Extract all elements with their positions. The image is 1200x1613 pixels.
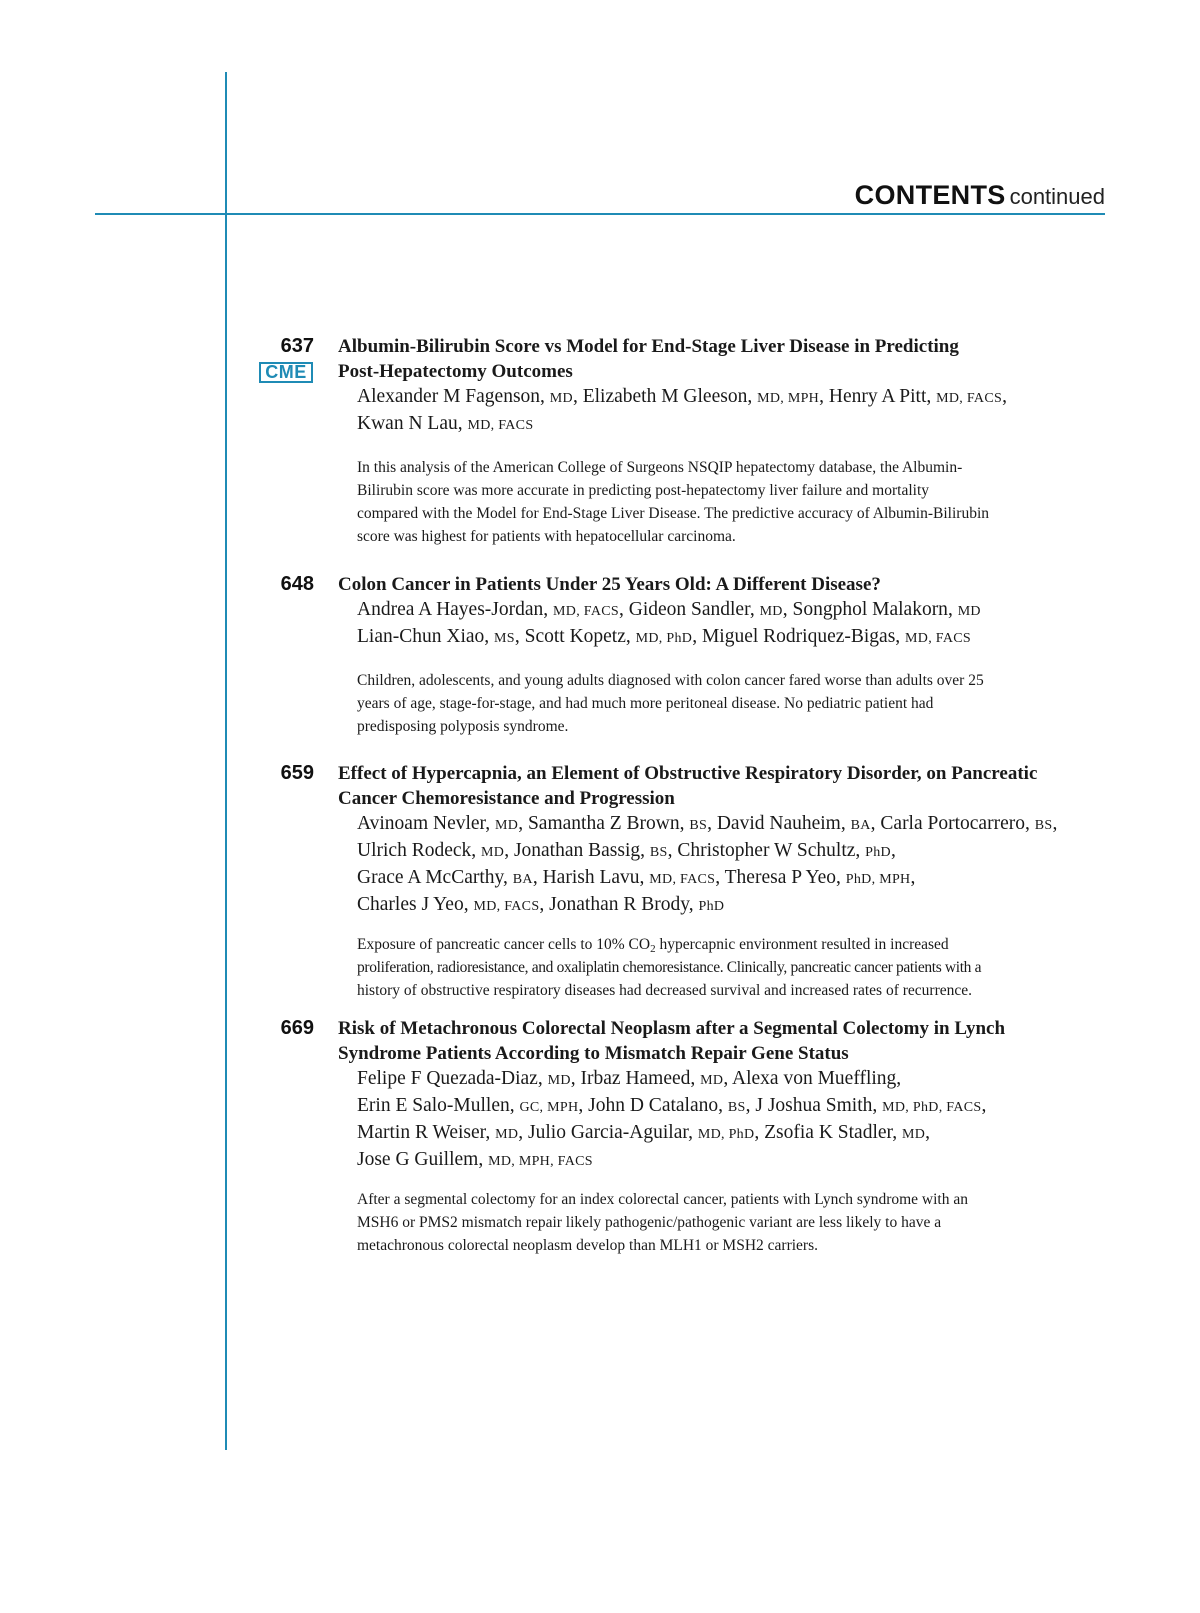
article-summary <box>357 669 1092 738</box>
page-number: 659 <box>280 762 314 784</box>
author-credentials: MD <box>481 845 505 860</box>
summary-line: Bilirubin score was more accurate in predicting post-hepatectomy liver failure and mortality <box>357 482 930 499</box>
author-credentials: MS <box>494 631 515 646</box>
author-line: Ulrich Rodeck, MD, Jonathan Bassig, BS, Christopher W Schultz, PhD, <box>357 840 896 861</box>
author-line: Alexander M Fagenson, MD, Elizabeth M Gleeson, MD, MPH, Henry A Pitt, MD, FACS, <box>357 386 1007 407</box>
author-credentials: BS <box>727 1100 746 1115</box>
author-credentials: MD <box>495 1127 519 1142</box>
summary-text: hypercapnic environment resulted in increased <box>655 936 949 953</box>
author-name: Julio Garcia-Aguilar <box>528 1122 689 1143</box>
author-credentials: PhD <box>865 845 891 860</box>
author-list <box>357 811 1117 919</box>
author-line: Erin E Salo-Mullen, GC, MPH, John D Catalano, BS, J Joshua Smith, MD, PhD, FACS, <box>357 1095 987 1116</box>
author-credentials: PhD, MPH <box>845 872 911 887</box>
summary-line: After a segmental colectomy for an index colorectal cancer, patients with Lynch syndrome with an <box>357 1191 968 1208</box>
author-name: Theresa P Yeo <box>724 867 837 888</box>
article-summary <box>357 933 1092 1002</box>
author-name: Samantha Z Brown <box>527 813 680 834</box>
article-title[interactable] <box>338 334 1118 384</box>
author-credentials: MD, FACS <box>936 391 1003 406</box>
author-credentials: MD <box>902 1127 926 1142</box>
author-name: Christopher W Schultz <box>677 840 856 861</box>
header-continued: continued <box>1009 184 1105 209</box>
summary-line: compared with the Model for End-Stage Liver Disease. The predictive accuracy of Albumin-Bilirubin <box>357 505 990 522</box>
author-name: Kwan N Lau <box>357 413 458 434</box>
author-list <box>357 597 1117 651</box>
article-summary <box>357 456 1092 548</box>
title-line: Risk of Metachronous Colorectal Neoplasm after a Segmental Colectomy in Lynch <box>338 1018 1006 1039</box>
author-credentials: MD <box>547 1073 571 1088</box>
author-credentials: MD, PhD, FACS <box>882 1100 982 1115</box>
summary-line: In this analysis of the American College of Surgeons NSQIP hepatectomy database, the Albumin- <box>357 459 963 476</box>
author-credentials: MD, MPH, FACS <box>488 1154 593 1169</box>
author-name: Charles J Yeo <box>357 894 464 915</box>
page-number: 648 <box>280 573 314 595</box>
author-credentials: MD, PhD <box>697 1127 755 1142</box>
author-credentials: GC, MPH <box>519 1100 579 1115</box>
author-name: Jonathan R Brody <box>549 894 689 915</box>
author-credentials: MD <box>759 604 783 619</box>
author-trail: , <box>896 1068 902 1089</box>
page-header <box>855 180 1105 211</box>
author-name: Jose G Guillem <box>357 1149 479 1170</box>
title-line: Albumin-Bilirubin Score vs Model for End-Stage Liver Disease in Predicting <box>338 336 959 357</box>
author-name: Elizabeth M Gleeson <box>582 386 748 407</box>
author-name: Miguel Rodriquez-Bigas <box>701 626 896 647</box>
author-trail: , <box>981 1095 987 1116</box>
author-line: Lian-Chun Xiao, MS, Scott Kopetz, MD, PhD, Miguel Rodriquez-Bigas, MD, FACS <box>357 626 971 647</box>
summary-line: Children, adolescents, and young adults diagnosed with colon cancer fared worse than adults over 25 <box>357 672 984 689</box>
author-credentials: MD <box>549 391 573 406</box>
title-line: Post-Hepatectomy Outcomes <box>338 361 573 382</box>
author-credentials: MD <box>957 604 981 619</box>
author-trail: , <box>890 840 896 861</box>
author-name: Gideon Sandler <box>628 599 750 620</box>
summary-line: years of age, stage-for-stage, and had much more peritoneal disease. No pediatric patient had <box>357 695 934 712</box>
author-credentials: BA <box>512 872 533 887</box>
author-credentials: BS <box>649 845 668 860</box>
author-name: Andrea A Hayes-Jordan <box>357 599 544 620</box>
author-credentials: MD, FACS <box>467 418 534 433</box>
summary-line: MSH6 or PMS2 mismatch repair likely pathogenic/pathogenic variant are less likely to have a <box>357 1214 942 1231</box>
summary-line: score was highest for patients with hepatocellular carcinoma. <box>357 528 736 545</box>
author-trail: , <box>1052 813 1058 834</box>
title-line: Effect of Hypercapnia, an Element of Obstructive Respiratory Disorder, on Pancreatic <box>338 763 1038 784</box>
summary-line <box>357 933 1092 956</box>
author-credentials: MD, MPH <box>757 391 820 406</box>
article-title[interactable] <box>338 572 1118 597</box>
title-line: Colon Cancer in Patients Under 25 Years Old: A Different Disease? <box>338 574 881 595</box>
author-credentials: BA <box>850 818 871 833</box>
author-line: Charles J Yeo, MD, FACS, Jonathan R Brody, PhD <box>357 894 725 915</box>
summary-line: predisposing polyposis syndrome. <box>357 718 569 735</box>
author-line: Grace A McCarthy, BA, Harish Lavu, MD, FACS, Theresa P Yeo, PhD, MPH, <box>357 867 916 888</box>
author-name: Felipe F Quezada-Diaz <box>357 1068 538 1089</box>
vertical-rule <box>225 72 227 1450</box>
author-line: Kwan N Lau, MD, FACS <box>357 413 534 434</box>
author-name: J Joshua Smith <box>755 1095 873 1116</box>
author-name: Jonathan Bassig <box>513 840 641 861</box>
article-summary <box>357 1188 1092 1257</box>
author-name: Avinoam Nevler <box>357 813 486 834</box>
title-line: Cancer Chemoresistance and Progression <box>338 788 675 809</box>
author-line: Felipe F Quezada-Diaz, MD, Irbaz Hameed, MD, Alexa von Mueffling, <box>357 1068 902 1089</box>
summary-line: metachronous colorectal neoplasm develop than MLH1 or MSH2 carriers. <box>357 1237 818 1254</box>
author-credentials: MD, FACS <box>649 872 716 887</box>
author-credentials: MD <box>495 818 519 833</box>
author-name: Songphol Malakorn <box>792 599 948 620</box>
author-credentials: PhD <box>698 899 725 914</box>
author-credentials: MD, FACS <box>553 604 619 619</box>
author-name: Ulrich Rodeck <box>357 840 472 861</box>
summary-line: proliferation, radioresistance, and oxaliplatin chemoresistance. Clinically, pancreatic cancer patients with a <box>357 959 982 976</box>
author-credentials: MD, FACS <box>905 631 971 646</box>
header-rule <box>95 213 1105 215</box>
author-name: Lian-Chun Xiao <box>357 626 485 647</box>
author-name: Henry A Pitt <box>828 386 927 407</box>
header-title: CONTENTS <box>854 180 1006 210</box>
author-name: John D Catalano <box>588 1095 719 1116</box>
subscript: 2 <box>650 943 656 955</box>
author-name: Scott Kopetz <box>524 626 626 647</box>
author-name: Alexa von Mueffling <box>732 1068 897 1089</box>
author-name: Harish Lavu <box>542 867 640 888</box>
author-line: Avinoam Nevler, MD, Samantha Z Brown, BS, David Nauheim, BA, Carla Portocarrero, BS, <box>357 813 1058 834</box>
author-name: Grace A McCarthy <box>357 867 504 888</box>
author-name: David Nauheim <box>716 813 841 834</box>
author-name: Zsofia K Stadler <box>764 1122 893 1143</box>
author-credentials: MD, FACS <box>473 899 540 914</box>
author-name: Irbaz Hameed <box>580 1068 691 1089</box>
author-trail: , <box>1002 386 1007 407</box>
author-list <box>357 384 1117 438</box>
page-number: 637 <box>280 335 314 357</box>
author-credentials: MD, PhD <box>635 631 693 646</box>
summary-line: history of obstructive respiratory diseases had decreased survival and increased rates of recurrence. <box>357 982 973 999</box>
article-title[interactable] <box>338 1016 1118 1066</box>
author-trail: , <box>925 1122 931 1143</box>
author-name: Martin R Weiser <box>357 1122 486 1143</box>
author-name: Carla Portocarrero <box>880 813 1025 834</box>
title-line: Syndrome Patients According to Mismatch Repair Gene Status <box>338 1043 849 1064</box>
page-number: 669 <box>280 1017 314 1039</box>
author-line: Andrea A Hayes-Jordan, MD, FACS, Gideon Sandler, MD, Songphol Malakorn, MD <box>357 599 981 620</box>
author-credentials: BS <box>689 818 708 833</box>
author-line: Jose G Guillem, MD, MPH, FACS <box>357 1149 593 1170</box>
author-credentials: MD <box>700 1073 724 1088</box>
article-title[interactable] <box>338 761 1118 811</box>
author-name: Alexander M Fagenson <box>357 386 541 407</box>
author-name: Erin E Salo-Mullen <box>357 1095 510 1116</box>
author-trail: , <box>910 867 916 888</box>
cme-badge: CME <box>259 362 313 383</box>
summary-text: Exposure of pancreatic cancer cells to 10% CO <box>357 936 651 953</box>
author-credentials: BS <box>1034 818 1053 833</box>
author-line: Martin R Weiser, MD, Julio Garcia-Aguilar, MD, PhD, Zsofia K Stadler, MD, <box>357 1122 931 1143</box>
author-list <box>357 1066 1117 1174</box>
